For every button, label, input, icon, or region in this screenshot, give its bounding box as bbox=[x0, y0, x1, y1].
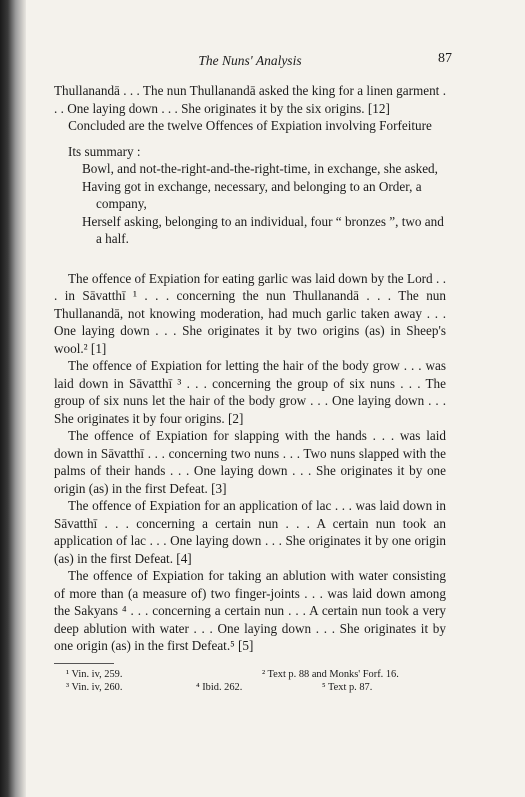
summary-line: Bowl, and not-the-right-and-the-right-time, in exchange, she asked, bbox=[82, 161, 438, 176]
section-conclusion: Concluded are the twelve Offences of Expiation involving Forfeiture bbox=[68, 118, 432, 133]
rule-slapping: The offence of Expiation for slapping with the hands . . . was laid down in Sāvatthī . . . concerning two nuns . . . Two nuns slapped with the palms of their hands . . . One laying down . . . She originates it by one origin (as) in the first Defeat. [3] bbox=[54, 428, 446, 496]
page-number: 87 bbox=[438, 51, 452, 66]
footnote-1: ¹ Vin. iv, 259. bbox=[66, 668, 123, 680]
page-header bbox=[54, 51, 452, 72]
footnote-2: ² Text p. 88 and Monks' Forf. 16. bbox=[262, 668, 399, 680]
section-gap bbox=[54, 248, 446, 270]
footnotes bbox=[54, 668, 446, 696]
summary-heading: Its summary : bbox=[68, 143, 141, 159]
rule-lac: The offence of Expiation for an application of lac . . . was laid down in Sāvatthī . . . concerning a certain nun . . . A certain nun took an application of lac . . . One laying down . . . She originates it by one origin (as) in the first Defeat. [4] bbox=[54, 498, 446, 566]
book-page bbox=[54, 51, 452, 696]
running-title: The Nuns' Analysis bbox=[198, 53, 302, 68]
summary-line: Herself asking, belonging to an individual, four “ bronzes ”, two and a half. bbox=[82, 213, 444, 246]
rule-ablution: The offence of Expiation for taking an ablution with water consisting of more than (a measure of) two finger-joints . . . was laid down among the Sakyans ⁴ . . . concerning a certain nun . . . A certain nun took a very deep ablution with water . . . One laying down . . . She originates it by one origin (as) in the first Defeat.⁵ [5] bbox=[54, 568, 446, 653]
footnote-3: ³ Vin. iv, 260. bbox=[66, 681, 123, 693]
summary-line: Having got in exchange, necessary, and belonging to an Order, a company, bbox=[82, 178, 422, 211]
footnote-divider bbox=[54, 663, 114, 664]
paragraph-thullananda: Thullanandā . . . The nun Thullanandā asked the king for a linen garment . . . One laying down . . . She originates it by the six origins. [12] bbox=[54, 83, 446, 116]
rule-body-hair: The offence of Expiation for letting the hair of the body grow . . . was laid down in Sāvatthī ³ . . . concerning the group of six nuns . . . The group of six nuns let the hair of the body grow . . . One laying down . . . She originates it by four origins. [2] bbox=[54, 358, 446, 426]
rule-garlic: The offence of Expiation for eating garlic was laid down by the Lord . . . in Sāvatthī ¹ . . . concerning the nun Thullanandā . . . The nun Thullanandā, not knowing moderation, had much garlic taken away . . . One laying down . . . She originates it by two origins (as) in Sheep's wool.² [1] bbox=[54, 270, 446, 356]
footnote-4: ⁴ Ibid. 262. bbox=[196, 681, 243, 693]
book-binding-shadow bbox=[0, 0, 26, 797]
footnote-5: ⁵ Text p. 87. bbox=[322, 681, 373, 693]
